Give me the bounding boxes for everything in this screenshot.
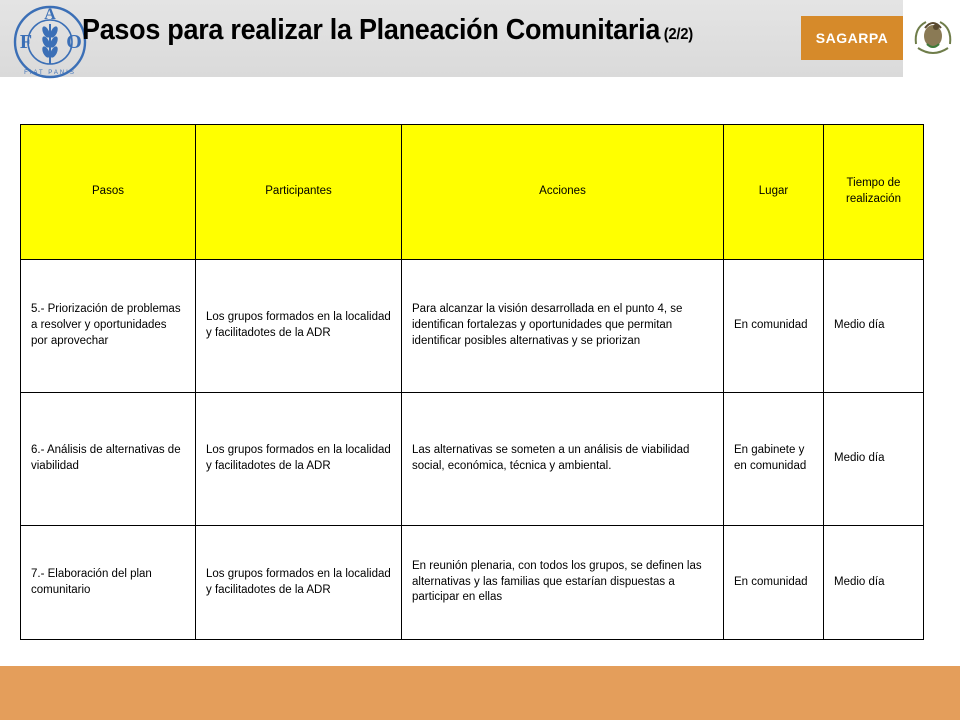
mexico-coat-of-arms-icon bbox=[910, 14, 956, 60]
cell-participantes: Los grupos formados en la localidad y facilitadotes de la ADR bbox=[196, 260, 402, 393]
cell-paso: 7.- Elaboración del plan comunitario bbox=[21, 526, 196, 640]
fao-logo bbox=[6, 2, 94, 80]
page-title bbox=[82, 14, 693, 47]
column-header-tiempo: Tiempo de realización bbox=[824, 125, 924, 260]
sagarpa-logo-text: SAGARPA bbox=[815, 30, 889, 46]
page-title-suffix: (2/2) bbox=[663, 26, 693, 43]
cell-acciones: En reunión plenaria, con todos los grupos, se definen las alternativas y las familias que estarían dispuestas a participar en ellas bbox=[402, 526, 724, 640]
column-header-pasos: Pasos bbox=[21, 125, 196, 260]
column-header-acciones: Acciones bbox=[402, 125, 724, 260]
cell-paso: 6.- Análisis de alternativas de viabilidad bbox=[21, 393, 196, 526]
fao-letter-f: F bbox=[19, 31, 33, 53]
cell-participantes: Los grupos formados en la localidad y facilitadotes de la ADR bbox=[196, 393, 402, 526]
cell-lugar: En comunidad bbox=[724, 526, 824, 640]
table-row bbox=[21, 393, 924, 526]
footer-band bbox=[0, 666, 960, 720]
cell-acciones: Las alternativas se someten a un análisis de viabilidad social, económica, técnica y ambiental. bbox=[402, 393, 724, 526]
table-header-row bbox=[21, 125, 924, 260]
page-title-text: Pasos para realizar la Planeación Comunitaria bbox=[82, 14, 661, 46]
column-header-participantes: Participantes bbox=[196, 125, 402, 260]
cell-acciones: Para alcanzar la visión desarrollada en el punto 4, se identifican fortalezas y oportunidades que permitan identificar posibles alternativas y se priorizan bbox=[402, 260, 724, 393]
fao-letter-o: O bbox=[66, 31, 82, 53]
table-row bbox=[21, 526, 924, 640]
column-header-lugar: Lugar bbox=[724, 125, 824, 260]
cell-participantes: Los grupos formados en la localidad y facilitadotes de la ADR bbox=[196, 526, 402, 640]
cell-lugar: En gabinete y en comunidad bbox=[724, 393, 824, 526]
cell-tiempo: Medio día bbox=[824, 260, 924, 393]
fao-letter-a: A bbox=[44, 6, 56, 23]
sagarpa-logo bbox=[801, 16, 903, 60]
table-row bbox=[21, 260, 924, 393]
cell-tiempo: Medio día bbox=[824, 393, 924, 526]
steps-table bbox=[20, 124, 924, 640]
cell-lugar: En comunidad bbox=[724, 260, 824, 393]
cell-tiempo: Medio día bbox=[824, 526, 924, 640]
cell-paso: 5.- Priorización de problemas a resolver y oportunidades por aprovechar bbox=[21, 260, 196, 393]
fao-motto: FIAT PANIS bbox=[24, 70, 76, 76]
